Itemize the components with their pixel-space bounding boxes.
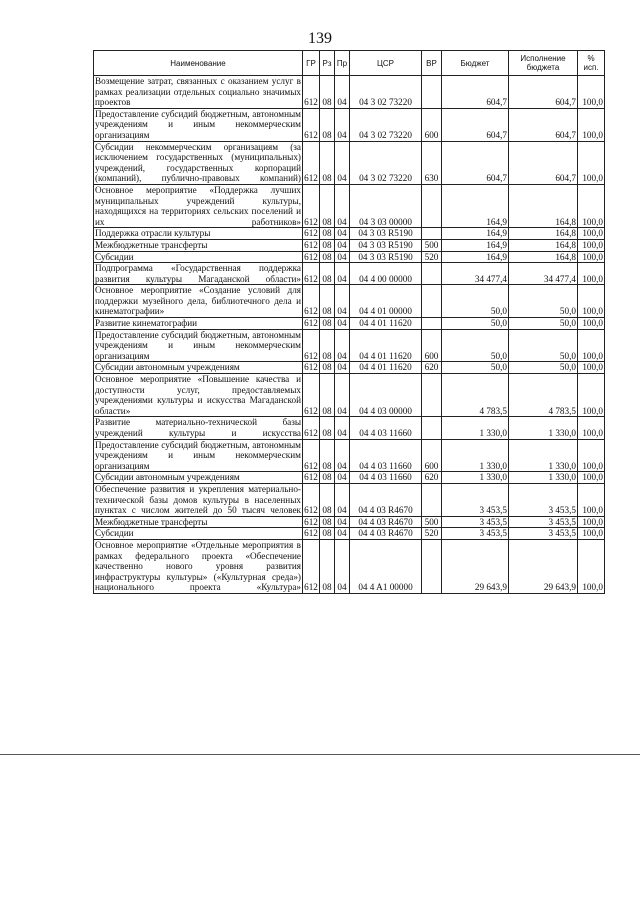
- cell-execution: 164,8: [509, 228, 578, 240]
- cell-rz: 08: [320, 108, 335, 141]
- cell-execution: 164,8: [509, 251, 578, 263]
- table-row: [94, 483, 605, 516]
- table-row: [94, 76, 605, 109]
- cell-name: Основное мероприятие «Создание условий для поддержки музейного дела, библиотечного дела и кинематографии»: [95, 285, 301, 317]
- table-row: [94, 263, 605, 285]
- cell-rz: 08: [320, 239, 335, 251]
- cell-vr: [422, 184, 442, 227]
- bottom-divider: [0, 754, 640, 755]
- cell-execution: 50,0: [509, 318, 578, 330]
- header-gr: ГР: [303, 51, 320, 76]
- cell-percent: 100,0: [578, 417, 605, 439]
- cell-budget: 604,7: [442, 108, 509, 141]
- cell-percent: 100,0: [578, 184, 605, 227]
- cell-gr: 612: [303, 141, 320, 184]
- cell-percent: 100,0: [578, 374, 605, 417]
- cell-pr: 04: [335, 417, 350, 439]
- cell-name: Развитие материально-технической базы учреждений культуры и искусства: [95, 417, 301, 438]
- cell-pr: 04: [335, 228, 350, 240]
- cell-rz: 08: [320, 439, 335, 472]
- cell-vr: 520: [422, 528, 442, 540]
- cell-csr: 04 4 03 R4670: [350, 528, 422, 540]
- header-csr: ЦСР: [350, 51, 422, 76]
- cell-percent: 100,0: [578, 516, 605, 528]
- cell-csr: 04 4 01 11620: [350, 362, 422, 374]
- cell-pr: 04: [335, 516, 350, 528]
- cell-vr: 620: [422, 362, 442, 374]
- cell-budget: 164,9: [442, 228, 509, 240]
- cell-percent: 100,0: [578, 108, 605, 141]
- cell-execution: 1 330,0: [509, 439, 578, 472]
- cell-name: Субсидии: [94, 251, 303, 263]
- cell-name: Предоставление субсидий бюджетным, автономным учреждениям и иным некоммерческим организациям: [95, 108, 301, 140]
- cell-name: Субсидии некоммерческим организациям (за исключением государственных (муниципальных) учреждений, государственных корпораций (компаний), публично-правовых компаний): [95, 141, 301, 184]
- cell-pr: 04: [335, 251, 350, 263]
- cell-vr: 600: [422, 329, 442, 362]
- cell-rz: 08: [320, 318, 335, 330]
- table-row: [94, 329, 605, 362]
- cell-pr: 04: [335, 528, 350, 540]
- cell-pr: 04: [335, 472, 350, 484]
- cell-csr: 04 4 A1 00000: [350, 539, 422, 593]
- cell-gr: 612: [304, 472, 318, 483]
- cell-csr: 04 4 03 R4670: [350, 483, 422, 516]
- cell-vr: 620: [422, 472, 442, 484]
- cell-pr: 04: [335, 141, 350, 184]
- cell-pr: 04: [335, 184, 350, 227]
- cell-csr: 04 4 01 00000: [350, 285, 422, 318]
- cell-percent: 100,0: [578, 141, 605, 184]
- cell-vr: [422, 318, 442, 330]
- cell-budget: 164,9: [442, 239, 509, 251]
- cell-gr: 612: [304, 228, 318, 239]
- cell-rz: 08: [320, 141, 335, 184]
- cell-vr: [422, 228, 442, 240]
- cell-budget: 3 453,5: [442, 516, 509, 528]
- cell-gr: 612: [303, 285, 320, 318]
- table-row: [94, 239, 605, 251]
- cell-vr: 600: [422, 108, 442, 141]
- cell-gr: 612: [303, 374, 320, 417]
- cell-vr: [422, 417, 442, 439]
- cell-csr: 04 4 03 11660: [350, 472, 422, 484]
- cell-csr: 04 4 01 11620: [350, 329, 422, 362]
- cell-vr: 500: [422, 239, 442, 251]
- table-row: [94, 528, 605, 540]
- cell-rz: 08: [320, 263, 335, 285]
- cell-vr: 630: [422, 141, 442, 184]
- cell-budget: 29 643,9: [442, 539, 509, 593]
- cell-vr: [422, 76, 442, 109]
- cell-csr: 04 3 02 73220: [350, 141, 422, 184]
- cell-percent: 100,0: [578, 76, 605, 109]
- cell-name: Межбюджетные трансферты: [94, 239, 303, 251]
- table-row: [94, 141, 605, 184]
- cell-rz: 08: [320, 329, 335, 362]
- table-row: [94, 108, 605, 141]
- table-row: [94, 228, 605, 240]
- table-row: [94, 374, 605, 417]
- cell-budget: 164,9: [442, 184, 509, 227]
- table-row: [94, 251, 605, 263]
- cell-vr: [422, 483, 442, 516]
- cell-budget: 604,7: [442, 141, 509, 184]
- cell-csr: 04 3 02 73220: [350, 76, 422, 109]
- cell-csr: 04 4 03 R4670: [350, 516, 422, 528]
- cell-vr: 520: [422, 251, 442, 263]
- cell-name: Субсидии: [94, 528, 303, 540]
- cell-name: Поддержка отрасли культуры: [94, 228, 303, 240]
- cell-pr: 04: [335, 76, 350, 109]
- cell-pr: 04: [335, 108, 350, 141]
- cell-execution: 3 453,5: [509, 483, 578, 516]
- cell-percent: 100,0: [578, 263, 605, 285]
- cell-name: Основное мероприятие «Поддержка лучших муниципальных учреждений культуры, находящихся на территориях сельских поселений и их работников»: [95, 184, 301, 227]
- cell-rz: 08: [320, 251, 335, 263]
- cell-execution: 164,8: [509, 184, 578, 227]
- cell-name: Межбюджетные трансферты: [94, 516, 303, 528]
- cell-budget: 50,0: [442, 318, 509, 330]
- cell-execution: 50,0: [509, 329, 578, 362]
- cell-rz: 08: [320, 184, 335, 227]
- cell-gr: 612: [304, 239, 318, 250]
- table-row: [94, 539, 605, 593]
- cell-csr: 04 3 03 R5190: [350, 239, 422, 251]
- cell-gr: 612: [304, 251, 318, 262]
- cell-gr: 612: [303, 539, 320, 593]
- cell-budget: 4 783,5: [442, 374, 509, 417]
- table-row: [94, 417, 605, 439]
- page-number: 139: [308, 30, 332, 47]
- cell-execution: 3 453,5: [509, 528, 578, 540]
- cell-rz: 08: [320, 362, 335, 374]
- cell-gr: 612: [303, 439, 320, 472]
- cell-pr: 04: [335, 329, 350, 362]
- cell-name: Основное мероприятие «Отдельные мероприятия в рамках федерального проекта «Обеспечение качественно нового уровня развития инфраструктуры культуры» («Культурная среда») национального проекта «Культура»: [95, 539, 301, 593]
- budget-table: [93, 50, 605, 594]
- cell-execution: 29 643,9: [509, 539, 578, 593]
- cell-gr: 612: [303, 483, 320, 516]
- cell-csr: 04 3 03 00000: [350, 184, 422, 227]
- cell-csr: 04 4 03 11660: [350, 439, 422, 472]
- cell-execution: 604,7: [509, 76, 578, 109]
- cell-gr: 612: [303, 263, 320, 285]
- cell-csr: 04 3 02 73220: [350, 108, 422, 141]
- cell-csr: 04 3 03 R5190: [350, 251, 422, 263]
- cell-rz: 08: [320, 285, 335, 318]
- cell-execution: 164,8: [509, 239, 578, 251]
- cell-name: Субсидии автономным учреждениям: [94, 472, 303, 484]
- cell-percent: 100,0: [578, 285, 605, 318]
- header-pr: Пр: [335, 51, 350, 76]
- table-row: [94, 439, 605, 472]
- cell-vr: 600: [422, 439, 442, 472]
- cell-pr: 04: [335, 374, 350, 417]
- cell-rz: 08: [320, 472, 335, 484]
- cell-csr: 04 4 03 11660: [350, 417, 422, 439]
- cell-percent: 100,0: [578, 329, 605, 362]
- cell-pr: 04: [335, 483, 350, 516]
- header-vr: ВР: [422, 51, 442, 76]
- cell-pr: 04: [335, 439, 350, 472]
- cell-gr: 612: [303, 417, 320, 439]
- cell-execution: 50,0: [509, 285, 578, 318]
- cell-csr: 04 3 03 R5190: [350, 228, 422, 240]
- cell-vr: [422, 263, 442, 285]
- cell-vr: 500: [422, 516, 442, 528]
- cell-name: Основное мероприятие «Повышение качества и доступности услуг, предоставляемых учреждениями культуры и искусства Магаданской области»: [95, 374, 301, 416]
- header-rz: Рз: [320, 51, 335, 76]
- cell-percent: 100,0: [578, 528, 605, 540]
- cell-budget: 164,9: [442, 251, 509, 263]
- cell-pr: 04: [335, 263, 350, 285]
- cell-gr: 612: [304, 318, 318, 329]
- table-row: [94, 285, 605, 318]
- header-percent: % исп.: [578, 51, 605, 76]
- cell-rz: 08: [320, 76, 335, 109]
- cell-name: Субсидии автономным учреждениям: [94, 362, 303, 374]
- cell-execution: 50,0: [509, 362, 578, 374]
- table-row: [94, 516, 605, 528]
- cell-name: Предоставление субсидий бюджетным, автономным учреждениям и иным некоммерческим организациям: [95, 439, 301, 471]
- cell-gr: 612: [303, 76, 320, 109]
- header-name: Наименование: [94, 51, 303, 76]
- cell-pr: 04: [335, 362, 350, 374]
- cell-budget: 3 453,5: [442, 483, 509, 516]
- cell-rz: 08: [320, 483, 335, 516]
- cell-rz: 08: [320, 417, 335, 439]
- cell-percent: 100,0: [578, 228, 605, 240]
- cell-name: Обеспечение развития и укрепления материально-технической базы домов культуры в населенных пунктах с числом жителей до 50 тысяч человек: [95, 483, 301, 516]
- cell-gr: 612: [303, 108, 320, 141]
- cell-rz: 08: [320, 539, 335, 593]
- cell-rz: 08: [320, 374, 335, 417]
- cell-csr: 04 4 00 00000: [350, 263, 422, 285]
- cell-name: Возмещение затрат, связанных с оказанием услуг в рамках реализации отдельных социально значимых проектов: [95, 76, 301, 108]
- table-row: [94, 184, 605, 227]
- cell-csr: 04 4 03 00000: [350, 374, 422, 417]
- cell-execution: 34 477,4: [509, 263, 578, 285]
- cell-vr: [422, 285, 442, 318]
- cell-percent: 100,0: [578, 239, 605, 251]
- cell-pr: 04: [335, 285, 350, 318]
- cell-pr: 04: [335, 318, 350, 330]
- table-row: [94, 318, 605, 330]
- cell-gr: 612: [304, 516, 318, 527]
- cell-budget: 50,0: [442, 285, 509, 318]
- cell-percent: 100,0: [578, 318, 605, 330]
- cell-percent: 100,0: [578, 539, 605, 593]
- cell-name: Подпрограмма «Государственная поддержка развития культуры Магаданской области»: [95, 263, 301, 284]
- cell-percent: 100,0: [578, 439, 605, 472]
- cell-execution: 604,7: [509, 108, 578, 141]
- cell-vr: [422, 539, 442, 593]
- header-budget: Бюджет: [442, 51, 509, 76]
- cell-execution: 4 783,5: [509, 374, 578, 417]
- cell-budget: 604,7: [442, 76, 509, 109]
- cell-percent: 100,0: [578, 483, 605, 516]
- cell-name: Предоставление субсидий бюджетным, автономным учреждениям и иным некоммерческим организациям: [95, 329, 301, 361]
- cell-percent: 100,0: [578, 251, 605, 263]
- cell-budget: 1 330,0: [442, 439, 509, 472]
- cell-percent: 100,0: [578, 472, 605, 484]
- cell-gr: 612: [303, 184, 320, 227]
- cell-rz: 08: [320, 228, 335, 240]
- cell-name: Развитие кинематографии: [94, 318, 303, 330]
- table-header-row: [94, 51, 605, 76]
- cell-gr: 612: [304, 362, 318, 373]
- cell-budget: 34 477,4: [442, 263, 509, 285]
- header-execution: Исполнение бюджета: [509, 51, 578, 76]
- cell-gr: 612: [303, 329, 320, 362]
- cell-budget: 50,0: [442, 362, 509, 374]
- cell-execution: 1 330,0: [509, 417, 578, 439]
- cell-csr: 04 4 01 11620: [350, 318, 422, 330]
- cell-gr: 612: [304, 528, 318, 539]
- cell-rz: 08: [320, 516, 335, 528]
- table-row: [94, 362, 605, 374]
- cell-execution: 3 453,5: [509, 516, 578, 528]
- cell-budget: 1 330,0: [442, 417, 509, 439]
- cell-budget: 1 330,0: [442, 472, 509, 484]
- cell-budget: 3 453,5: [442, 528, 509, 540]
- table-row: [94, 472, 605, 484]
- cell-pr: 04: [335, 539, 350, 593]
- cell-execution: 604,7: [509, 141, 578, 184]
- cell-vr: [422, 374, 442, 417]
- cell-rz: 08: [320, 528, 335, 540]
- cell-budget: 50,0: [442, 329, 509, 362]
- cell-execution: 1 330,0: [509, 472, 578, 484]
- cell-percent: 100,0: [578, 362, 605, 374]
- cell-pr: 04: [335, 239, 350, 251]
